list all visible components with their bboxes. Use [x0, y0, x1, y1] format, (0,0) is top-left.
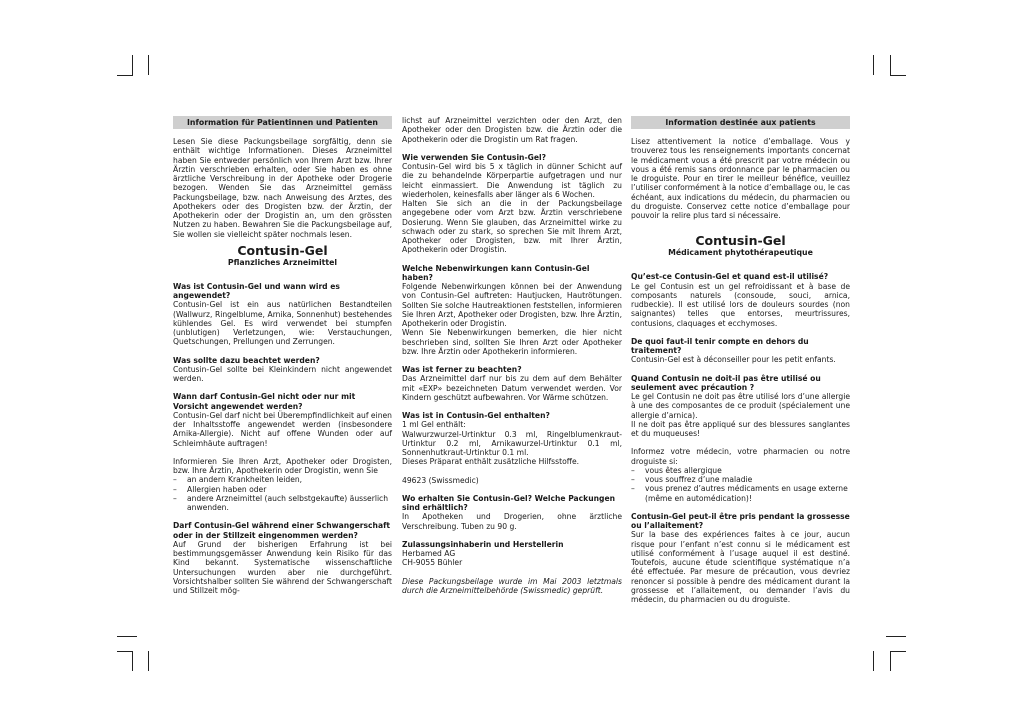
answer-paragraph: Halten Sie sich an die in der Packungsbeilage angegebene oder vom Arzt bzw. Ärztin verschriebene Dosierung. Wenn Sie glauben, das Arzneimittel wirke zu schwach oder zu stark, so sprechen Sie mit Ihrem Arzt, Apotheker oder Drogisten, bzw. mit Ihrer Ärztin, Apothekerin oder Drogistin. [402, 199, 622, 255]
product-title-de: Contusin-Gel [237, 242, 328, 258]
question-heading: Wann darf Contusin-Gel nicht oder nur mit Vorsicht angewendet werden? [173, 392, 356, 411]
crop-mark-br-h2 [890, 651, 906, 652]
answer-paragraph: Contusin-Gel darf nicht bei Überempfindlichkeit auf einen der Inhaltsstoffe angewendet werden (insbesondere Arnika-Allergie). Nicht auf offene Wunden oder auf Schleimhäute auftragen! [173, 410, 392, 448]
answer-paragraph: In Apotheken und Drogerien, ohne ärztliche Verschreibung. Tuben zu 90 g. [402, 512, 622, 531]
list-item: – an andern Krankheiten leiden, [173, 475, 392, 484]
crop-mark-br-v1 [873, 651, 874, 671]
question-heading: Wie verwenden Sie Contusin-Gel? [402, 152, 546, 162]
question-heading: Zulassungsinhaberin und Herstellerin [402, 539, 564, 549]
answer-paragraph: Folgende Nebenwirkungen können bei der Anwendung von Contusin-Gel auftreten: Hautjucken, Hautrötungen. Sollten Sie solche Hautreaktionen feststellen, informieren Sie Ihren Arzt, Apotheker oder Drogisten, bzw. Ihre Ärztin, Apothekerin oder Drogistin. [402, 282, 622, 328]
crop-mark-tr-h [890, 75, 906, 76]
registration-number: 49623 (Swissmedic) [402, 475, 479, 485]
intro-paragraph-fr: Lisez attentivement la notice d’emballage. Vous y trouverez tous les renseignements importants concernat le médicament vous a été prescrit par votre médecin ou vous a été remis sans ordonnance par le pharmacien ou le droguiste. Pour en tirer le meilleur bénéfice, veuillez l’utiliser conformément à la notice d’emballage ou, le cas échéant, aux indications du médecin, du pharmacien ou du droguiste. Conservez cette notice d’emballage pour pouvoir la relire plus tard si nécessaire. [631, 137, 850, 220]
question-heading: Qu’est-ce Contusin-Gel et quand est-il utilisé? [631, 272, 829, 282]
question-heading: Was ist Contusin-Gel und wann wird es angewendet? [173, 281, 340, 300]
answer-paragraph: lichst auf Arzneimittel verzichten oder den Arzt, den Apotheker oder den Drogisten bzw. die Ärztin oder die Apothekerin oder die Drogistin um Rat fragen. [402, 116, 622, 144]
intro-paragraph-de: Lesen Sie diese Packungsbeilage sorgfältig, denn sie enthält wichtige Informationen. Dieses Arzneimittel haben Sie entweder persönlich von Ihrem Arzt bzw. Ihrer Ärztin verschrieben erhalten, oder Sie haben es ohne ärztliche Verschreibung in der Apotheke oder Drogerie bezogen. Wenden Sie das Arzneimittel gemäss Packungsbeilage, bzw. nach Anweisung des Arztes, des Apothekers oder des Drogisten bzw. der Ärztin, der Apothekerin oder der Drogistin an, um den grössten Nutzen zu haben. Bewahren Sie die Packungsbeilage auf, Sie wollen sie vielleicht später nochmals lesen. [173, 137, 392, 239]
answer-paragraph: Dieses Präparat enthält zusätzliche Hilfsstoffe. [402, 457, 580, 467]
product-subtitle-de: Pflanzliches Arzneimittel [227, 257, 338, 267]
crop-mark-tl-h [117, 75, 133, 76]
answer-paragraph: Auf Grund der bisherigen Erfahrung ist bei bestimmungsgemässer Anwendung kein Risiko für das Kind bekannt. Systematische wissenschaftliche Untersuchungen wurden aber nie durchgeführt. Vorsichtshalber sollten Sie während der Schwangerschaft und Stillzeit mög- [173, 539, 392, 595]
answer-paragraph: Sur la base des expériences faites à ce jour, aucun risque pour l’enfant n’est connu si le médicament est utilisé conformément à l’usage auquel il est destiné. Toutefois, aucune étude scientifique systématique n’a été effectuée. Par mesure de précaution, vous devriez renoncer si possible à pendre des médicament durant la grossesse et l’allaitement, ou demander l’avis du médecin, du pharmacien ou du droguiste. [631, 530, 850, 604]
condition-list-de [173, 475, 392, 512]
answer-paragraph: Il ne doit pas être appliqué sur des blessures sanglantes et du muqueuses! [631, 419, 850, 438]
manufacturer-address: CH-9055 Bühler [402, 558, 463, 568]
question-heading: De quoi faut-il tenir compte en dehors du traitement? [631, 336, 809, 355]
crop-mark-br-h [886, 636, 906, 637]
list-item: – vous prenez d’autres médicaments en usage externe (même en automédication)! [631, 484, 850, 503]
crop-mark-bl-v2 [148, 651, 149, 671]
crop-mark-tl-v1 [132, 55, 133, 75]
list-item: – andere Arzneimittel (auch selbstgekaufte) äusserlich anwenden. [173, 494, 392, 513]
list-item: – vous êtes allergique [631, 466, 850, 475]
crop-mark-bl-h2 [117, 651, 133, 652]
column-french-right [631, 116, 850, 604]
manufacturer-name: Herbamed AG [402, 549, 456, 558]
answer-paragraph: Walwurzwurzel-Urtinktur 0.3 ml, Ringelblumenkraut-Urtinktur 0.2 ml, Arnikawurzel-Urtinktur 0.1 ml, Sonnenhutkraut-Urtinktur 0.1 ml. [402, 429, 622, 457]
question-heading: Was sollte dazu beachtet werden? [173, 355, 320, 365]
product-title-fr: Contusin-Gel [695, 233, 786, 249]
answer-paragraph: Contusin-Gel wird bis 5 x täglich in dünner Schicht auf die zu behandelnde Körperpartie aufgetragen und nur leicht einmassiert. Die Anwendung ist täglich zu wiederholen, keinesfalls aber länger als 6 Wochen. [402, 162, 622, 199]
column-german-left [173, 116, 392, 595]
crop-mark-tr-v2 [890, 55, 891, 75]
answer-paragraph: Contusin-Gel sollte bei Kleinkindern nicht angewendet werden. [173, 364, 392, 383]
crop-mark-br-v2 [890, 651, 891, 671]
answer-paragraph: Contusin-Gel ist ein aus natürlichen Bestandteilen (Wallwurz, Ringelblume, Arnika, Sonnenhut) bestehendes kühlendes Gel. Es wird verwendet bei stumpfen (unblutigen) Verletzungen, wie: Verstauchungen, Quetschungen, Prellungen und Zerrungen. [173, 300, 392, 347]
answer-paragraph: Informieren Sie Ihren Arzt, Apotheker oder Drogisten, bzw. Ihre Ärztin, Apothekerin oder Drogistin, wenn Sie [173, 456, 392, 475]
answer-paragraph: Das Arzneimittel darf nur bis zu dem auf dem Behälter mit «EXP» bezeichneten Datum verwendet werden. Vor Kindern geschützt aufbewahren. Vor Wärme schützen. [402, 374, 622, 402]
question-heading: Contusin-Gel peut-il être pris pendant la grossesse ou l’allaitement? [631, 511, 850, 530]
question-heading: Welche Nebenwirkungen kann Contusin-Gel haben? [402, 263, 590, 282]
list-item: – Allergien haben oder [173, 485, 392, 494]
answer-paragraph: Wenn Sie Nebenwirkungen bemerken, die hier nicht beschrieben sind, sollten Sie Ihren Arzt oder Apotheker bzw. Ihre Ärztin oder Apothekerin informieren. [402, 328, 622, 356]
answer-paragraph: Contusin-Gel est à déconseiller pour les petit enfants. [631, 355, 836, 365]
condition-list-fr [631, 466, 850, 503]
answer-paragraph: Le gel Contusin ne doit pas être utilisé lors d’une allergie à une des composantes de ce produit (spécialement une allergie d’arnica). [631, 392, 850, 420]
answer-paragraph: Informez votre médecin, votre pharmacien ou notre droguiste si: [631, 447, 850, 466]
answer-paragraph: 1 ml Gel enthält: [402, 420, 466, 430]
crop-mark-bl-h [117, 636, 137, 637]
question-heading: Darf Contusin-Gel während einer Schwangerschaft oder in der Stillzeit eingenommen werden? [173, 521, 391, 540]
section-header-de: Information für Patientinnen und Patienten [173, 116, 392, 129]
question-heading: Was ist ferner zu beachten? [402, 365, 522, 374]
crop-mark-bl-v1 [132, 651, 133, 671]
answer-paragraph: Le gel Contusin est un gel refroidissant et à base de composants naturels (consoude, souci, arnica, rudbeckie). Il est utilisé lors de douleurs sourdes (non saignantes) telles que entorses, meurtrissures, contusions, claquages et ecchymoses. [631, 281, 850, 328]
crop-mark-tr-v1 [873, 55, 874, 75]
section-header-fr: Information destinée aux patients [631, 116, 850, 129]
review-note: Diese Packungsbeilage wurde im Mai 2003 letztmals durch die Arzneimittelbehörde (Swissmedic) geprüft. [402, 576, 622, 595]
column-german-middle [402, 116, 622, 595]
question-heading: Was ist in Contusin-Gel enthalten? [402, 411, 550, 420]
product-subtitle-fr: Médicament phytothérapeutique [668, 248, 813, 258]
list-item: – vous souffrez d’une maladie [631, 475, 850, 484]
question-heading: Quand Contusin ne doit-il pas être utilisé ou seulement avec précaution ? [631, 373, 821, 392]
crop-mark-tl-v2 [148, 55, 149, 75]
question-heading: Wo erhalten Sie Contusin-Gel? Welche Packungen sind erhältlich? [402, 493, 616, 512]
